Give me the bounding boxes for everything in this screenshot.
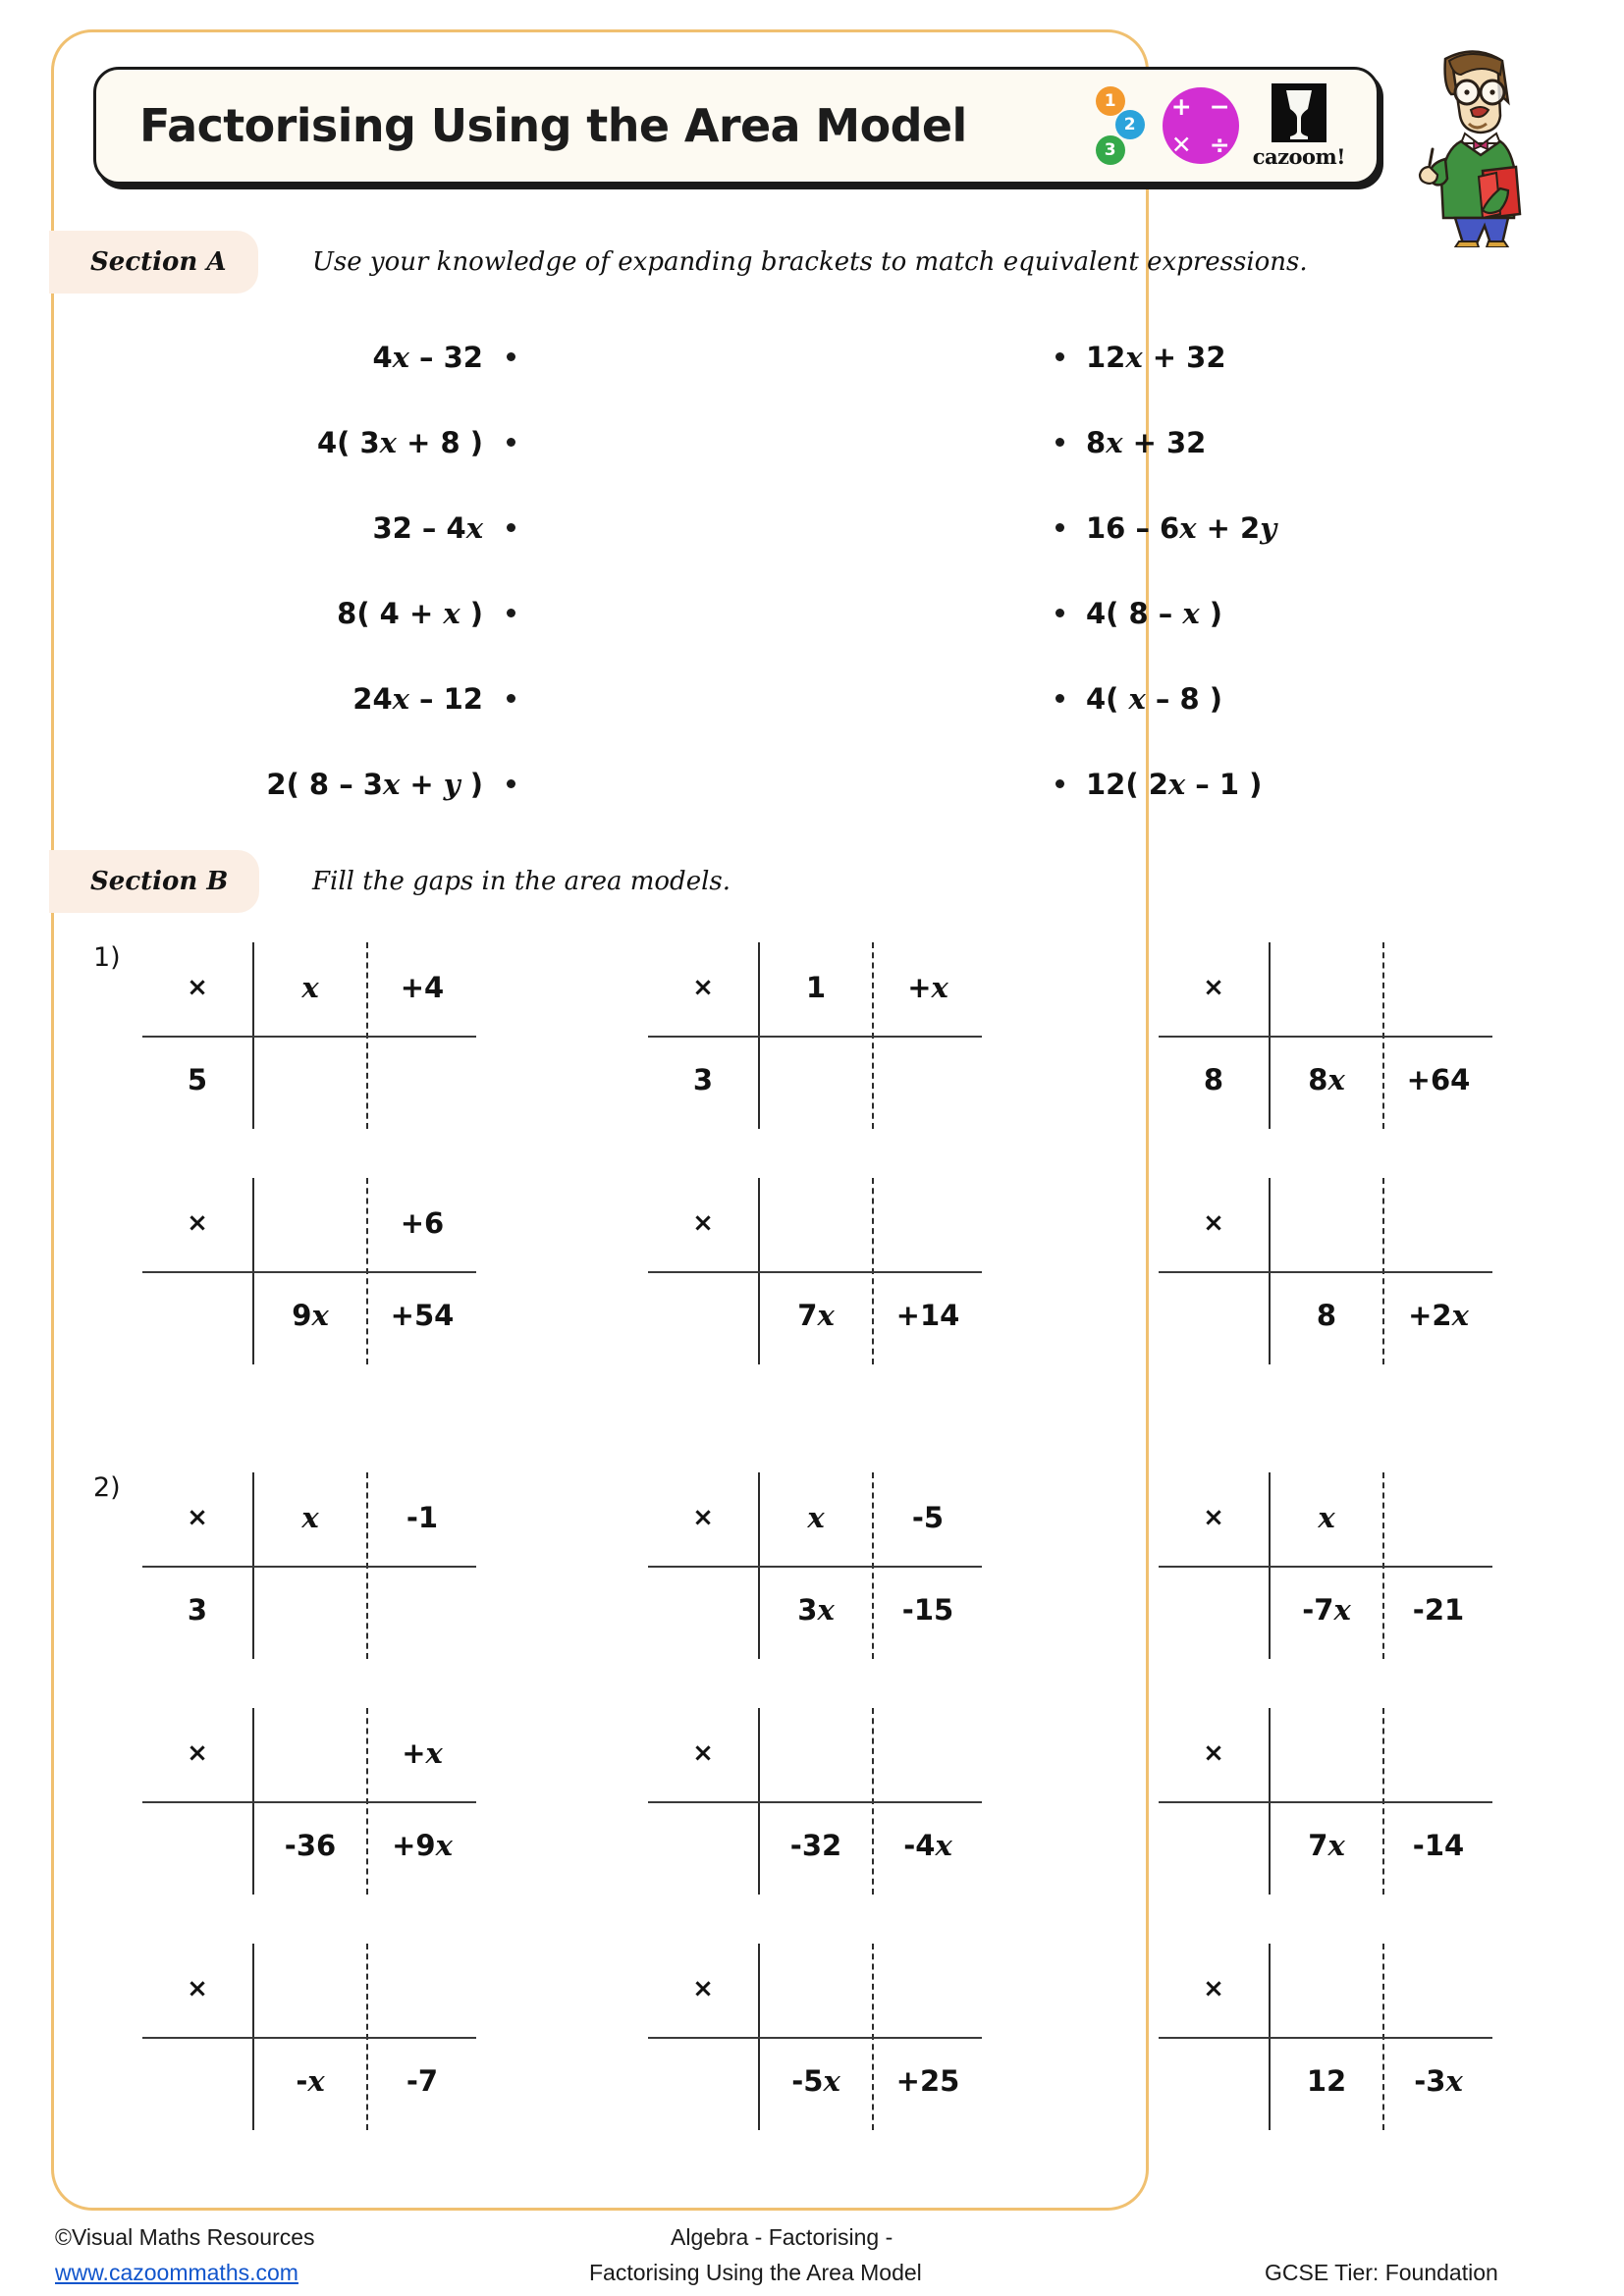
section-b-header: [49, 850, 259, 913]
grid-body-cell[interactable]: 3 x: [797, 1593, 835, 1627]
multiply-symbol: ×: [1203, 1208, 1224, 1238]
multiply-symbol: ×: [1203, 1503, 1224, 1532]
multiply-symbol: ×: [692, 1974, 714, 2003]
area-model-grid[interactable]: [1159, 1472, 1492, 1659]
page-title: Factorising Using the Area Model: [139, 99, 967, 152]
grid-header-cell[interactable]: [874, 1957, 982, 2020]
grid-header-cell[interactable]: [1384, 1722, 1492, 1785]
grid-horizontal-line: [648, 1566, 982, 1568]
divide-icon: ÷: [1209, 131, 1230, 159]
question-number-1: 1): [93, 942, 121, 973]
grid-header-cell[interactable]: x: [1318, 1501, 1335, 1534]
grid-body-cell[interactable]: [1159, 1814, 1269, 1877]
grid-horizontal-line: [142, 2037, 476, 2039]
grid-header-cell[interactable]: 1: [805, 971, 827, 1004]
grid-header-cell[interactable]: [1384, 1192, 1492, 1255]
right-expression[interactable]: 12( 2x – 1 ): [1086, 767, 1263, 801]
area-model-grid[interactable]: [1159, 942, 1492, 1129]
multiply-symbol: ×: [1203, 1974, 1224, 2003]
cazoom-brand: [1253, 83, 1345, 169]
footer-website-link[interactable]: www.cazoommaths.com: [55, 2260, 298, 2285]
area-model-grid[interactable]: [142, 1944, 476, 2130]
grid-header-cell[interactable]: +6: [400, 1206, 445, 1240]
right-expression[interactable]: 16 – 6x + 2y: [1086, 510, 1277, 545]
right-expression[interactable]: 8x + 32: [1086, 425, 1207, 459]
area-model-grid[interactable]: [648, 1472, 982, 1659]
grid-header-cell[interactable]: [760, 1192, 872, 1255]
grid-body-cell[interactable]: 9 x: [292, 1299, 329, 1332]
grid-body-cell[interactable]: -5 x: [791, 2064, 840, 2098]
area-model-grid[interactable]: [648, 942, 982, 1129]
multiply-icon: ✕: [1170, 131, 1192, 159]
grid-body-cell[interactable]: [874, 1048, 982, 1111]
grid-horizontal-line: [1159, 1036, 1492, 1038]
grid-body-cell[interactable]: [142, 1284, 252, 1347]
cazoom-wordmark: cazoom!: [1252, 143, 1345, 169]
grid-horizontal-line: [1159, 1801, 1492, 1803]
grid-header-cell[interactable]: [874, 1722, 982, 1785]
multiply-symbol: ×: [187, 973, 208, 1002]
grid-body-cell[interactable]: +14: [895, 1299, 960, 1332]
grid-body-cell[interactable]: [1159, 2050, 1269, 2112]
grid-header-cell[interactable]: [760, 1722, 872, 1785]
grid-body-cell[interactable]: +9 x: [392, 1829, 453, 1862]
grid-header-cell[interactable]: -5: [911, 1501, 945, 1534]
teacher-mascot-icon: [1406, 41, 1553, 247]
multiply-symbol: ×: [187, 1974, 208, 2003]
match-row: [51, 400, 1386, 485]
right-connector-dot[interactable]: [1056, 523, 1064, 532]
match-row: [51, 656, 1386, 741]
grid-body-cell[interactable]: [648, 1814, 758, 1877]
grid-body-cell[interactable]: +2 x: [1408, 1299, 1469, 1332]
match-row: [51, 314, 1386, 400]
left-connector-dot[interactable]: [507, 352, 515, 361]
left-connector-dot[interactable]: [507, 523, 515, 532]
grid-body-cell[interactable]: -3 x: [1414, 2064, 1463, 2098]
grid-header-cell[interactable]: [254, 1957, 366, 2020]
grid-body-cell[interactable]: [648, 1578, 758, 1641]
grid-body-cell[interactable]: +25: [895, 2064, 960, 2098]
multiply-symbol: ×: [187, 1208, 208, 1238]
grid-header-cell[interactable]: -1: [406, 1501, 439, 1534]
area-model-grid[interactable]: [1159, 1708, 1492, 1895]
grid-body-cell[interactable]: -7 x: [1302, 1593, 1351, 1627]
section-a-header: [49, 231, 258, 294]
footer-copyright: ©Visual Maths Resources: [55, 2224, 315, 2250]
grid-horizontal-line: [1159, 1566, 1492, 1568]
multiply-symbol: ×: [692, 973, 714, 1002]
multiply-symbol: ×: [692, 1738, 714, 1768]
grid-header-cell[interactable]: [1271, 956, 1382, 1019]
grid-body-cell[interactable]: 8: [1316, 1299, 1337, 1332]
grid-horizontal-line: [648, 1036, 982, 1038]
grid-body-cell[interactable]: 7 x: [797, 1299, 835, 1332]
bubble-1-icon: 1: [1096, 86, 1125, 116]
grid-body-cell[interactable]: 12: [1306, 2064, 1347, 2098]
grid-horizontal-line: [648, 1271, 982, 1273]
grid-body-cell[interactable]: -32: [789, 1829, 842, 1862]
footer-topic-line-1: Algebra - Factorising -: [671, 2224, 893, 2250]
grid-body-cell[interactable]: [648, 2050, 758, 2112]
cazoom-logo-group: [1096, 83, 1351, 169]
grid-body-cell[interactable]: [648, 1284, 758, 1347]
left-expression[interactable]: 4x – 32: [372, 340, 483, 374]
left-connector-dot[interactable]: [507, 438, 515, 447]
grid-body-cell[interactable]: - x: [296, 2064, 325, 2098]
footer-tier: GCSE Tier: Foundation: [1265, 2260, 1498, 2285]
math-operators-icon: [1163, 87, 1239, 164]
grid-header-cell[interactable]: [1271, 1957, 1382, 2020]
grid-header-cell[interactable]: [254, 1192, 366, 1255]
grid-body-cell[interactable]: -4 x: [903, 1829, 952, 1862]
grid-header-cell[interactable]: x: [301, 1501, 319, 1534]
grid-horizontal-line: [648, 1801, 982, 1803]
grid-header-cell[interactable]: + x: [907, 971, 948, 1004]
grid-body-cell[interactable]: +54: [390, 1299, 455, 1332]
grid-body-cell[interactable]: 5: [187, 1063, 208, 1096]
right-connector-dot[interactable]: [1056, 694, 1064, 703]
left-expression[interactable]: 4( 3x + 8 ): [316, 425, 483, 459]
grid-body-cell[interactable]: [1159, 1284, 1269, 1347]
title-banner: [93, 67, 1380, 185]
multiply-symbol: ×: [187, 1503, 208, 1532]
area-model-grid[interactable]: [142, 942, 476, 1129]
left-expression[interactable]: 2( 8 – 3x + y ): [266, 767, 483, 801]
grid-body-cell[interactable]: [254, 1048, 366, 1111]
grid-body-cell[interactable]: -7: [406, 2064, 439, 2098]
area-model-grid[interactable]: [142, 1708, 476, 1895]
plus-icon: +: [1170, 92, 1192, 121]
area-model-grid[interactable]: [648, 1944, 982, 2130]
left-expression[interactable]: 32 – 4x: [372, 510, 483, 545]
area-model-grid[interactable]: [142, 1178, 476, 1364]
grid-header-cell[interactable]: +4: [400, 971, 445, 1004]
grid-horizontal-line: [142, 1801, 476, 1803]
left-expression[interactable]: 8( 4 + x ): [337, 596, 483, 630]
left-connector-dot[interactable]: [507, 609, 515, 617]
grid-header-cell[interactable]: [1271, 1722, 1382, 1785]
grid-header-cell[interactable]: [760, 1957, 872, 2020]
match-row: [51, 741, 1386, 827]
section-a-label: Section A: [90, 247, 227, 277]
grid-body-cell[interactable]: [142, 2050, 252, 2112]
grid-header-cell[interactable]: [1384, 956, 1492, 1019]
grid-body-cell[interactable]: [368, 1048, 476, 1111]
right-connector-dot[interactable]: [1056, 352, 1064, 361]
grid-horizontal-line: [142, 1036, 476, 1038]
grid-body-cell[interactable]: [368, 1578, 476, 1641]
right-expression[interactable]: 4( x – 8 ): [1086, 681, 1223, 716]
section-a-instruction: Use your knowledge of expanding brackets to match equivalent expressions.: [312, 247, 1308, 277]
grid-body-cell[interactable]: 7 x: [1308, 1829, 1345, 1862]
question-number-2: 2): [93, 1472, 121, 1503]
grid-body-cell[interactable]: -21: [1412, 1593, 1465, 1627]
grid-horizontal-line: [1159, 2037, 1492, 2039]
grid-horizontal-line: [142, 1271, 476, 1273]
right-expression[interactable]: 12x + 32: [1086, 340, 1226, 374]
multiply-symbol: ×: [692, 1208, 714, 1238]
grid-body-cell[interactable]: -14: [1412, 1829, 1465, 1862]
grid-body-cell[interactable]: 3: [692, 1063, 714, 1096]
grid-header-cell[interactable]: x: [807, 1501, 825, 1534]
grid-body-cell[interactable]: 3: [187, 1593, 208, 1627]
section-b-label: Section B: [90, 867, 229, 896]
left-connector-dot[interactable]: [507, 694, 515, 703]
match-row: [51, 570, 1386, 656]
left-expression[interactable]: 24x – 12: [352, 681, 483, 716]
grid-body-cell[interactable]: [254, 1578, 366, 1641]
minus-icon: −: [1209, 92, 1230, 121]
right-connector-dot[interactable]: [1056, 779, 1064, 788]
footer-topic-line-2: Factorising Using the Area Model: [589, 2260, 922, 2285]
grid-header-cell[interactable]: [1271, 1192, 1382, 1255]
section-b-instruction: Fill the gaps in the area models.: [312, 867, 731, 896]
area-model-grid[interactable]: [142, 1472, 476, 1659]
left-connector-dot[interactable]: [507, 779, 515, 788]
area-model-grid[interactable]: [648, 1708, 982, 1895]
grid-horizontal-line: [142, 1566, 476, 1568]
multiply-symbol: ×: [187, 1738, 208, 1768]
grid-header-cell[interactable]: x: [301, 971, 319, 1004]
goblet-icon: [1272, 83, 1326, 142]
grid-body-cell[interactable]: -15: [901, 1593, 954, 1627]
grid-header-cell[interactable]: [1384, 1957, 1492, 2020]
bubble-2-icon: 2: [1115, 110, 1145, 139]
multiply-symbol: ×: [1203, 973, 1224, 1002]
right-connector-dot[interactable]: [1056, 438, 1064, 447]
area-model-grid[interactable]: [1159, 1944, 1492, 2130]
grid-header-cell[interactable]: + x: [402, 1736, 443, 1770]
grid-header-cell[interactable]: [874, 1192, 982, 1255]
grid-header-cell[interactable]: [368, 1957, 476, 2020]
grid-body-cell[interactable]: 8 x: [1308, 1063, 1345, 1096]
match-row: [51, 485, 1386, 570]
right-expression[interactable]: 4( 8 – x ): [1086, 596, 1223, 630]
number-bubbles-icon: [1096, 84, 1149, 167]
grid-horizontal-line: [648, 2037, 982, 2039]
multiply-symbol: ×: [1203, 1738, 1224, 1768]
matching-exercise: [51, 314, 1386, 827]
grid-body-cell[interactable]: [760, 1048, 872, 1111]
grid-body-cell[interactable]: -36: [284, 1829, 337, 1862]
area-model-grid[interactable]: [648, 1178, 982, 1364]
page-footer: [0, 2220, 1624, 2296]
grid-header-cell[interactable]: [1384, 1486, 1492, 1549]
bubble-3-icon: 3: [1096, 135, 1125, 165]
grid-body-cell[interactable]: [142, 1814, 252, 1877]
area-model-grid[interactable]: [1159, 1178, 1492, 1364]
grid-body-cell[interactable]: +64: [1406, 1063, 1471, 1096]
grid-body-cell[interactable]: [1159, 1578, 1269, 1641]
grid-horizontal-line: [1159, 1271, 1492, 1273]
multiply-symbol: ×: [692, 1503, 714, 1532]
grid-body-cell[interactable]: 8: [1203, 1063, 1224, 1096]
right-connector-dot[interactable]: [1056, 609, 1064, 617]
grid-header-cell[interactable]: [254, 1722, 366, 1785]
